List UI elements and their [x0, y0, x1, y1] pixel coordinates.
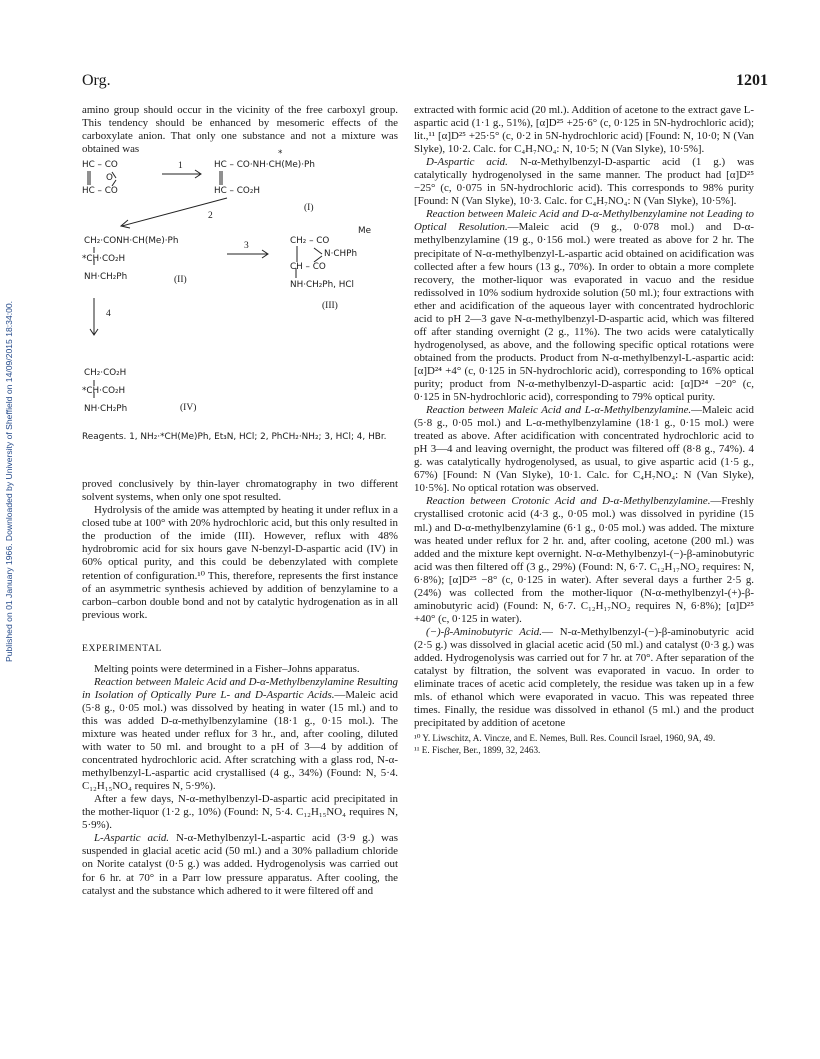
section-heading-experimental: EXPERIMENTAL: [82, 642, 162, 654]
arrow-4-label: 4: [106, 309, 111, 320]
procedure-body: —Freshly crystallised crotonic acid (4·3 g., 0·05 mol.) was dissolved in pyridine (15 ml.) and D-α-methylbenzylamine (6·1 g., 0·05 mol.) was added. The mixture was heated under reflux for 2 hr. and, after cooling, acetone (200 ml.) was added and the mixture kept overnight. N-α-Methylbenzyl-(−)-β-aminobutyric acid was then filtered off (3 g., 29%) (Found: N, 6·7. C₁₂H₁₇NO₂ requires: N, 6·8%); [α]D²⁵ −8° (c, 0·125 in water). After several days a further 2·5 g. (24%) was collected from the mother-liquor (N-α-methylbenzyl-(+)-β-aminobutyric acid) (Found: N, 6·7. C₁₂H₁₇NO₂ requires N, 6·8%); [α]D²⁵ +40° (c, 0·125 in water).: [414, 495, 754, 625]
paragraph-crotonic: [414, 495, 754, 625]
paragraph-chromatography: proved conclusively by thin-layer chromatography in two different solvent systems, when only one spot resulted.: [82, 478, 398, 504]
compound-iv-label: (IV): [180, 403, 197, 414]
procedure-body: N-α-Methylbenzyl-D-aspartic acid (1 g.) was catalytically hydrogenolysed in the same manner. The product had [α]D²⁵ −25° (c, 0·075 in 5N-hydrochloric acid). This corresponds to 98% purity [Found: N (Van Slyke), 10·3. Calc. for C₄H₇NO₄: N (Van Slyke), 10·5%].: [414, 156, 754, 208]
procedure-title: D-Aspartic acid.: [426, 156, 508, 169]
arrow-1-label: 1: [178, 161, 183, 172]
paragraph-l-aspartic: [82, 832, 398, 897]
procedure-title: Reaction between Maleic Acid and L-α-Methylbenzylamine.: [426, 404, 692, 417]
page-number: 1201: [736, 72, 768, 89]
reaction-scheme: [82, 149, 398, 470]
compound-i-bottom: HC – CO₂H: [214, 186, 260, 197]
procedure-title: Reaction between Maleic Acid and D-α-Methylbenzylamine not Leading to Optical Resolution.: [414, 208, 754, 234]
download-watermark: [2, 0, 16, 1059]
procedure-title: (−)-β-Aminobutyric Acid.: [426, 625, 542, 638]
chiral-star: *: [278, 149, 283, 160]
compound-iii-line1: CH₂ – CO: [290, 236, 330, 247]
arrow-2-label: 2: [208, 211, 213, 222]
journal-section-label: Org.: [82, 72, 111, 89]
compound-i-top: HC – CO·NH·CH(Me)·Ph: [214, 160, 315, 171]
footnote-11: ¹¹ E. Fischer, Ber., 1899, 32, 2463.: [414, 744, 541, 755]
compound-ii-line2: *CH·CO₂H: [82, 254, 126, 265]
procedure-title: L-Aspartic acid.: [94, 832, 170, 845]
procedure-title: Reaction between Maleic Acid and D-α-Methylbenzylamine Resulting in Isolation of Optically Pure L- and D-Aspartic Acids.: [82, 675, 398, 701]
download-watermark-text: Published on 01 January 1966. Downloaded by University of Sheffield on 14/09/2015 18:34:00.: [4, 300, 14, 662]
procedure-body: —Maleic acid (5·8 g., 0·05 mol.) and L-α-methylbenzylamine (18·1 g., 0·15 mol.) were treated as above. After acidification with concentrated hydrochloric acid to pH 3—4 and leaving overnight, the product was filtered off (8·8 g., 74%). 4 g. was catalytically hydrogenolysed, as usual, to give aspartic acid (1·5 g., 67%) [Found: N (Van Slyke), 10·1. Calc. for C₄H₇NO₄: N (Van Slyke), 10·5%]. No optical rotation was observed.: [414, 404, 754, 495]
paragraph-intro: amino group should occur in the vicinity of the free carboxyl group. This tendency should be enhanced by mesomeric effects of the carboxylate anion. That only one substance and not a mixture was obtained was: [82, 104, 398, 156]
compound-iv-line3: NH·CH₂Ph: [84, 404, 128, 415]
paragraph-maleic-l: [414, 404, 754, 495]
compound-ii-line1: CH₂·CONH·CH(Me)·Ph: [84, 236, 179, 247]
right-column: [414, 104, 754, 756]
compound-i-label: (I): [304, 203, 314, 214]
paragraph-aminobutyric: [414, 626, 754, 730]
compound-iv-line1: CH₂·CO₂H: [84, 368, 127, 379]
anhydride-top: HC – CO: [82, 160, 118, 171]
paragraph-mother-liquor: After a few days, N-α-methylbenzyl-D-aspartic acid precipitated in the mother-liquor (1·2 g., 10%) (Found: N, 5·4. C₁₂H₁₅NO₄ requires N, 5·9%).: [82, 793, 398, 832]
paragraph-d-aspartic: [414, 156, 754, 208]
paragraph-melting-points: Melting points were determined in a Fisher–Johns apparatus.: [94, 662, 360, 675]
compound-iv-line2: *CH·CO₂H: [82, 386, 126, 397]
paragraph-hydrolysis: Hydrolysis of the amide was attempted by heating it under reflux in a closed tube at 100° with 20% hydrochloric acid, but this only resulted in the production of the imide (III). However, reflux with 48% hydrobromic acid for six hours gave N-benzyl-D-aspartic acid (IV) in 60% optical purity, and this could be debenzylated with complete retention of configuration.¹⁰ This, therefore, represents the first instance of an asymmetric synthesis achieved by addition of benzylamine to a carbon–carbon double bond and not by catalytic hydrogenation as in all previous work.: [82, 504, 398, 621]
anhydride-oxygen: O: [106, 173, 113, 184]
procedure-body: — N-α-Methylbenzyl-(−)-β-aminobutyric acid (2·5 g.) was dissolved in glacial acetic acid (50 ml.) and catalyst (0·3 g.) was added. Hydrogenolysis was carried out for 7 hr. at 70°. After separation of the catalyst by filtration, the solvent was evaporated in vacuo. In order to eliminate traces of acetic acid completely, the residue was taken up in a few mls. of ethanol which were evaporated in vacuo. This was repeated three times. Finally, the residue was dissolved in ethanol (5 ml.) and the product precipitated by addition of acetone: [414, 625, 754, 730]
reagents-caption: Reagents. 1, NH₂·*CH(Me)Ph, Et₃N, HCl; 2, PhCH₂·NH₂; 3, HCl; 4, HBr.: [82, 432, 387, 443]
arrow-3-label: 3: [244, 241, 249, 252]
left-column: [82, 104, 398, 898]
procedure-title: Reaction between Crotonic Acid and D-α-Methylbenzylamine.: [426, 495, 711, 508]
compound-ii-label: (II): [174, 275, 187, 286]
compound-iii-line3: NH·CH₂Ph, HCl: [290, 280, 354, 291]
procedure-body: N-α-Methylbenzyl-L-aspartic acid (3·9 g.) was suspended in glacial acetic acid (50 ml.) and a 30% palladium chloride on Norite catalyst (0·5 g.) was added. Hydrogenolysis was carried out for 6 hr. at 70° in a Parr low pressure apparatus. After cooling, the catalyst and the substance which adhered to it were filtered off and: [82, 832, 398, 897]
compound-iii-line2: CH – CO: [290, 262, 326, 273]
compound-iii-label: (III): [322, 301, 338, 312]
paragraph-maleic-d: [82, 676, 398, 793]
procedure-body: —Maleic acid (5·8 g., 0·05 mol.) was dissolved by heating in water (15 ml.) and to this was added D-α-methylbenzylamine (18·1 g., 0·15 mol.). The mixture was heated under reflux for 3 hr., and, after cooling, diluted with water to 50 ml. and brought to a pH of 3—4 by addition of concentrated hydrochloric acid. After scratching with a glass rod, N-α-methylbenzyl-L-aspartic acid crystallised (4 g., 34%) (Found: N, 5·4. C₁₂H₁₅NO₄ requires N, 5·9%).: [82, 688, 398, 793]
paragraph-formic-extract: extracted with formic acid (20 ml.). Addition of acetone to the extract gave L-aspartic acid (1·1 g., 51%), [α]D²⁵ +25·6° (c, 0·125 in 5N-hydrochloric acid); lit.,¹¹ [α]D²⁵ +25·5° (c, 0·2 in 5N-hydrochloric acid) [Found: N, 10·0; N (Van Slyke), 10·2. Calc. for C₄H₇NO₄: N, 10·5; N (Van Slyke), 10·5%].: [414, 104, 754, 156]
compound-iii-methyl: Me: [358, 226, 372, 237]
procedure-body: —Maleic acid (9 g., 0·078 mol.) and D-α-methylbenzylamine (19 g., 0·156 mol.) were treated as above for 2 hr. The precipitate of N-α-methylbenzyl-L-aspartic acid obtained on acidification was collected after a few hours (13 g., 70%). In order to obtain a more complete recovery, the mother-liquor was evaporated in vacuo and the residue redissolved in 10% sodium hydroxide solution (50 ml.); four extractions with ether and acidification of the aqueous layer with concentrated hydrochloric acid to pH 2—3 gave N-α-methylbenzyl-D-aspartic acid, which was filtered off after standing overnight (2 g., 11%). The two acids were catalytically hydrogenolysed, as above, and the following specific optical rotations were obtained from the products. Product from N-α-methylbenzyl-L-aspartic acid: [α]D²⁴ +4° (c, 0·125 in 5N-hydrochloric acid), corresponding to 16% optical purity; product from N-α-methylbenzyl-D-aspartic acid: [α]D²⁴ −20° (c, 0·125 in 5N-hydrochloric acid), corresponding to 79% optical purity.: [414, 221, 754, 404]
anhydride-bottom: HC – CO: [82, 186, 118, 197]
compound-ii-line3: NH·CH₂Ph: [84, 272, 128, 283]
paragraph-no-resolution: [414, 208, 754, 404]
compound-iii-nitrogen: N·CHPh: [324, 249, 358, 260]
footnote-10: ¹⁰ Y. Liwschitz, A. Vincze, and E. Nemes, Bull. Res. Council Israel, 1960, 9A, 49.: [414, 733, 716, 744]
reaction-scheme-arrows: [82, 158, 398, 470]
